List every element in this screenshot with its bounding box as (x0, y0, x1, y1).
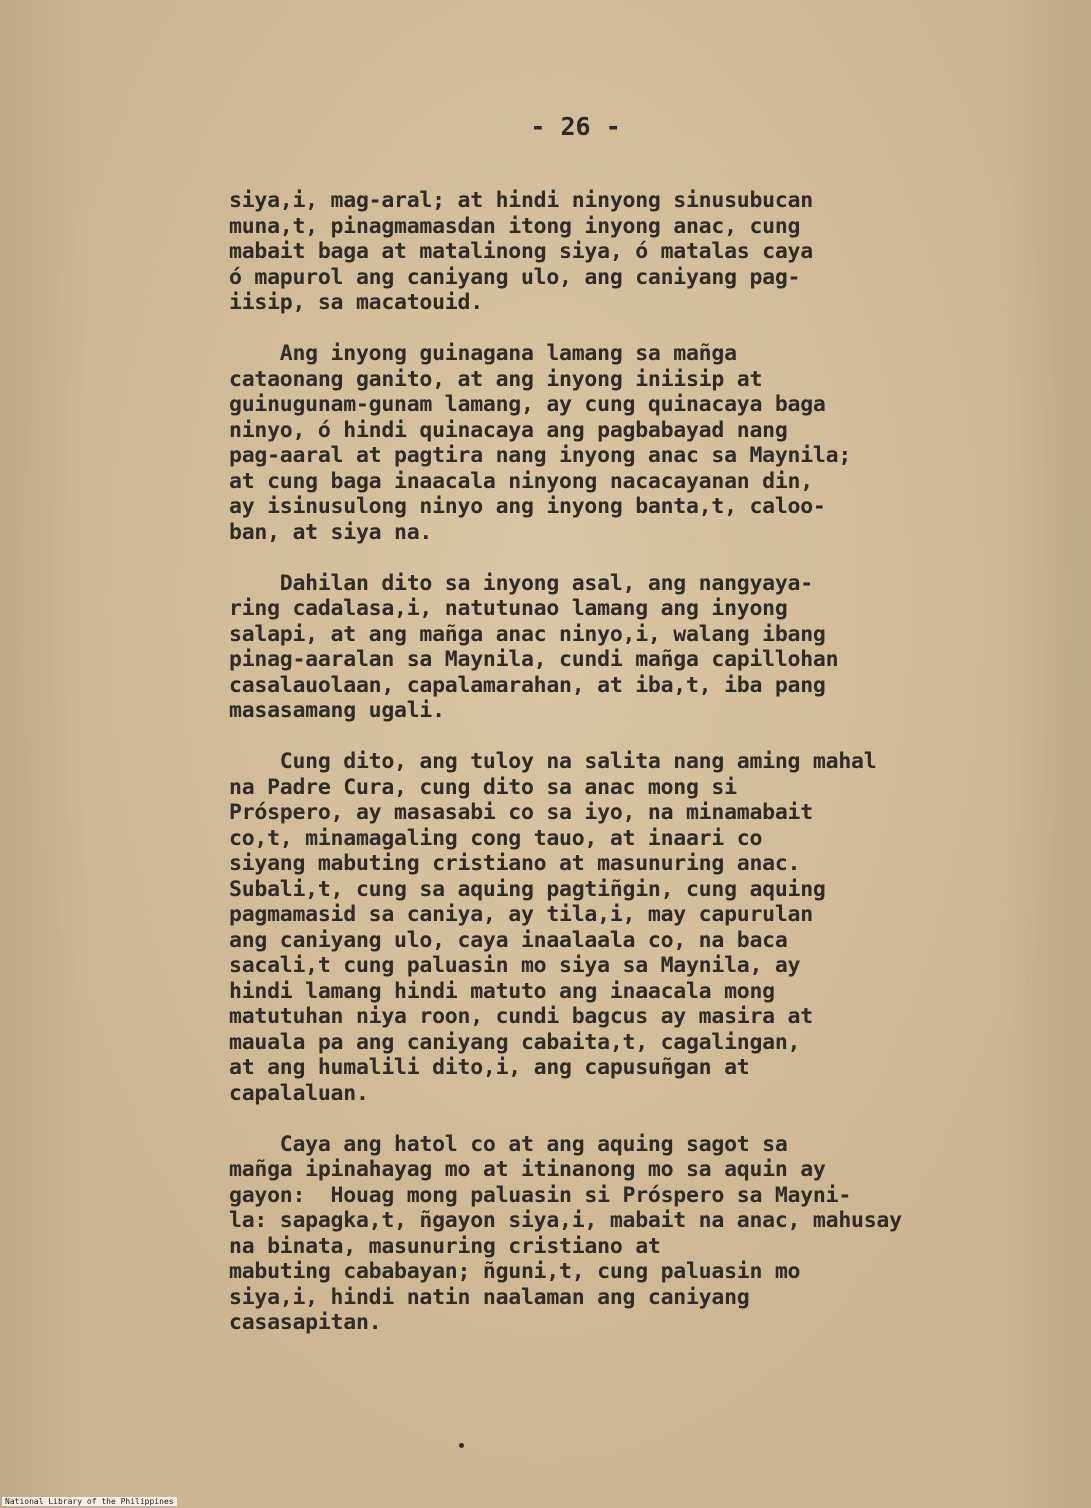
paragraph-4 (229, 749, 1059, 1106)
text-line: pagmamasid sa caniya, ay tila,i, may capurulan (229, 902, 813, 927)
paragraph-gap (229, 545, 1059, 571)
library-footer: National Library of the Philippines (2, 1497, 177, 1506)
paragraph-2 (229, 341, 1059, 545)
text-line: mauala pa ang caniyang cabaita,t, cagalingan, (229, 1029, 801, 1055)
paragraph-gap (229, 1106, 1059, 1132)
text-line: la: sapagka,t, ñgayon siya,i, mabait na anac, mahusay (229, 1208, 902, 1233)
text-line: siya,i, hindi natin naalaman ang caniyang (229, 1284, 750, 1310)
text-line: Próspero, ay masasabi co sa iyo, na minamabait (229, 800, 813, 825)
text-line: Subali,t, cung sa aquing pagtiñgin, cung aquing (229, 876, 826, 902)
text-line: ang caniyang ulo, caya inaalaala co, na baca (229, 927, 788, 953)
text-line: na Padre Cura, cung dito sa anac mong si (229, 774, 737, 800)
paragraph-gap (229, 724, 1059, 750)
text-line: mabuting cababayan; ñguni,t, cung paluasin mo (229, 1259, 801, 1284)
text-line: pag-aaral at pagtira nang inyong anac sa Maynila; (229, 443, 852, 468)
text-line: muna,t, pinagmamasdan itong inyong anac, cung (229, 213, 801, 239)
text-line: salapi, at ang mañga anac ninyo,i, walang ibang (229, 621, 826, 647)
paragraph-gap (229, 316, 1059, 342)
text-line: Dahilan dito sa inyong asal, ang nangyaya- (229, 570, 813, 596)
text-line: ay isinusulong ninyo ang inyong banta,t, caloo- (229, 494, 826, 519)
text-line: masasamang ugali. (229, 698, 445, 723)
ink-dot (459, 1443, 464, 1448)
text-line: gayon: Houag mong paluasin si Próspero sa Mayni- (229, 1182, 852, 1208)
text-line: siyang mabuting cristiano at masunuring anac. (229, 851, 801, 876)
text-line: capalaluan. (229, 1080, 369, 1106)
text-line: ring cadalasa,i, natutunao lamang ang inyong (229, 596, 788, 621)
text-line: ninyo, ó hindi quinacaya ang pagbabayad nang (229, 417, 788, 443)
document-body (229, 188, 1059, 1336)
text-line: sacali,t cung paluasin mo siya sa Maynila, ay (229, 953, 801, 978)
text-line: Caya ang hatol co at ang aquing sagot sa (229, 1131, 788, 1157)
text-line: guinugunam-gunam lamang, ay cung quinacaya baga (229, 392, 826, 417)
text-line: co,t, minamagaling cong tauo, at inaari co (229, 825, 763, 851)
text-line: iisip, sa macatouid. (229, 290, 483, 315)
page-number: - 26 - (530, 112, 621, 141)
text-line: casalauolaan, capalamarahan, at iba,t, iba pang (229, 672, 826, 698)
paragraph-3 (229, 571, 1059, 724)
text-line: hindi lamang hindi matuto ang inaacala mong (229, 978, 775, 1004)
text-line: at ang humalili dito,i, ang capusuñgan at (229, 1055, 750, 1080)
text-line: cataonang ganito, at ang inyong iniisip at (229, 366, 763, 392)
text-line: mabait baga at matalinong siya, ó matalas caya (229, 239, 813, 264)
text-line: pinag-aaralan sa Maynila, cundi mañga capillohan (229, 647, 839, 672)
text-line: siya,i, mag-aral; at hindi ninyong sinusubucan (229, 188, 813, 213)
text-line: ó mapurol ang caniyang ulo, ang caniyang pag- (229, 264, 801, 290)
text-line: casasapitan. (229, 1310, 382, 1335)
text-line: at cung baga inaacala ninyong nacacayanan din, (229, 468, 813, 494)
text-line: mañga ipinahayag mo at itinanong mo sa aquin ay (229, 1157, 826, 1182)
text-line: ban, at siya na. (229, 519, 433, 545)
paragraph-1 (229, 188, 1059, 316)
text-line: Cung dito, ang tuloy na salita nang aming mahal (229, 749, 877, 774)
text-line: na binata, masunuring cristiano at (229, 1233, 661, 1259)
paragraph-5 (229, 1132, 1059, 1336)
text-line: matutuhan niya roon, cundi bagcus ay masira at (229, 1004, 813, 1029)
text-line: Ang inyong guinagana lamang sa mañga (229, 341, 737, 366)
